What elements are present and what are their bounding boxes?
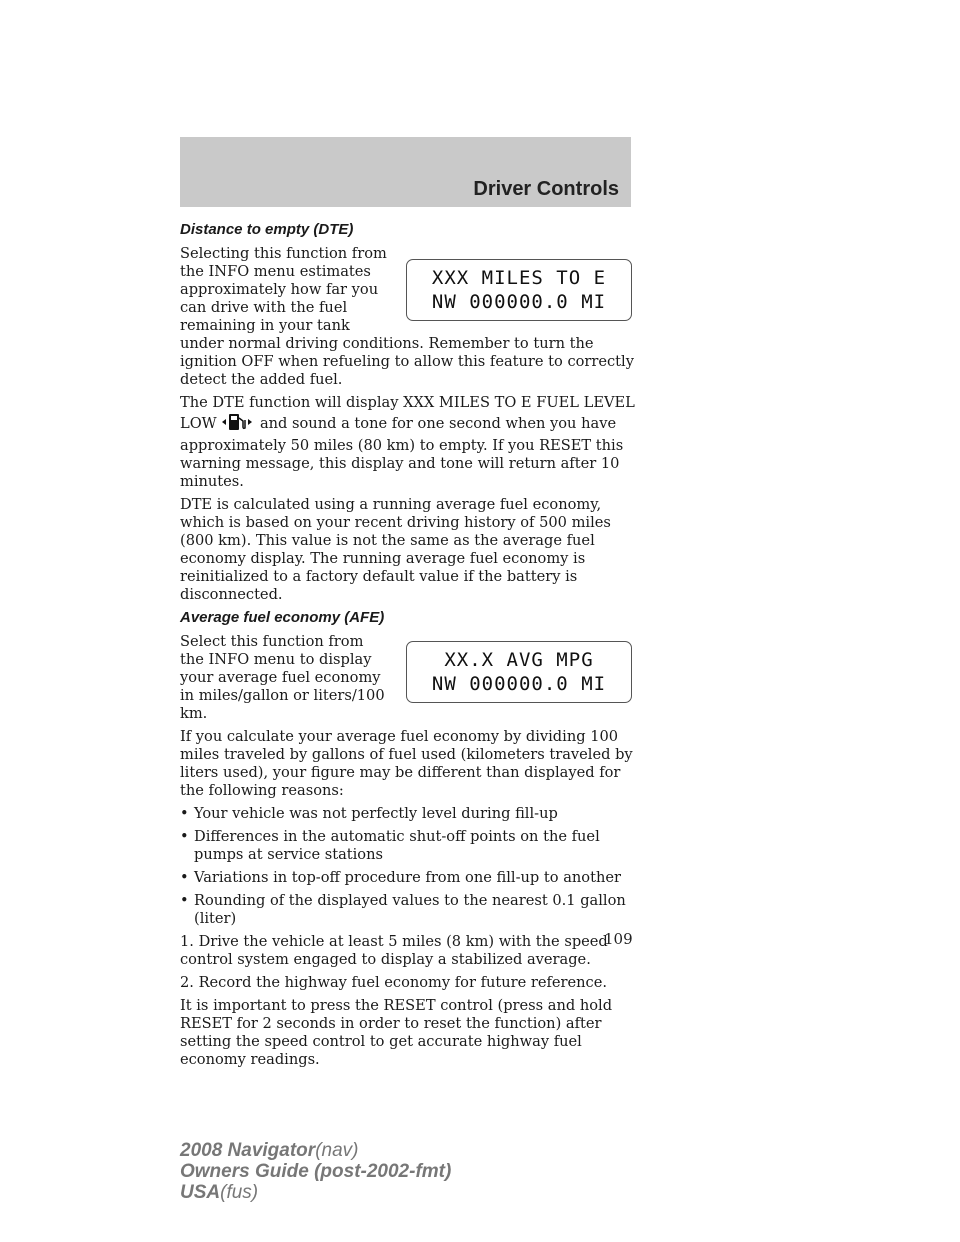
- afe-paragraph-3: It is important to press the RESET control (press and hold RESET for 2 seconds in order to reset the function) after setting the speed control to get accurate highway fuel economy readings.: [180, 997, 613, 1068]
- afe-reasons-list: [180, 805, 640, 928]
- section-title: Driver Controls: [473, 178, 619, 200]
- list-item: • Differences in the automatic shut-off points on the fuel pumps at service stations: [180, 828, 640, 864]
- afe-display-line2: NW 000000.0 MI: [431, 673, 607, 695]
- footer-market: USA: [180, 1182, 221, 1203]
- list-item: • Your vehicle was not perfectly level during fill-up: [180, 805, 640, 823]
- fuel-pump-icon: [221, 412, 253, 437]
- afe-paragraph-2: If you calculate your average fuel economy by dividing 100 miles traveled by gallons of fuel used (kilometers traveled by liters used), your figure may be different than displayed for the following reasons:: [180, 728, 633, 799]
- dte-display-line1: XXX MILES TO E: [431, 267, 607, 289]
- page-content: [180, 221, 640, 1074]
- dte-display-line2: NW 000000.0 MI: [431, 291, 607, 313]
- footer-guide: Owners Guide (post-2002-fmt): [180, 1161, 452, 1182]
- afe-heading: Average fuel economy (AFE): [180, 609, 385, 626]
- footer: [180, 1140, 451, 1203]
- afe-display-line1: XX.X AVG MPG: [444, 649, 594, 671]
- dte-paragraph-2-start: The DTE function will display XXX MILES TO E FUEL LEVEL LOW: [180, 394, 635, 432]
- dte-paragraph-3: DTE is calculated using a running average fuel economy, which is based on your recent driving history of 500 miles (800 km). This value is not the same as the average fuel economy display. The running average fuel economy is reinitialized to a factory default value if the battery is disconnected.: [180, 496, 611, 603]
- dte-display-illustration: [406, 259, 632, 321]
- page-number: 109: [604, 930, 633, 948]
- afe-step-2: 2. Record the highway fuel economy for future reference.: [180, 974, 608, 991]
- afe-step-1: 1. Drive the vehicle at least 5 miles (8 km) with the speed control system engaged to display a stabilized average.: [180, 933, 608, 968]
- footer-market-code: (fus): [220, 1182, 259, 1203]
- dte-heading: Distance to empty (DTE): [180, 221, 354, 238]
- afe-paragraph-1: Select this function from the INFO menu to display your average fuel economy in miles/gallon or liters/100 km.: [180, 633, 385, 722]
- footer-model-code: (nav): [315, 1140, 359, 1161]
- list-item: • Rounding of the displayed values to the nearest 0.1 gallon (liter): [180, 892, 640, 928]
- header-band: [180, 137, 631, 207]
- dte-paragraph-2-end: and sound a tone for one second when you have approximately 50 miles (80 km) to empty. If you RESET this warning message, this display and tone will return after 10 minutes.: [180, 415, 624, 490]
- footer-model: 2008 Navigator: [180, 1140, 316, 1161]
- dte-paragraph-2: [180, 394, 640, 491]
- list-item: • Variations in top-off procedure from one fill-up to another: [180, 869, 640, 887]
- afe-display-illustration: [406, 641, 632, 703]
- dte-paragraph-1: Selecting this function from the INFO menu estimates approximately how far you can drive with the fuel remaining in your tank under normal driving conditions. Remember to turn the ignition OFF when refueling to allow this feature to correctly detect the added fuel.: [180, 245, 634, 388]
